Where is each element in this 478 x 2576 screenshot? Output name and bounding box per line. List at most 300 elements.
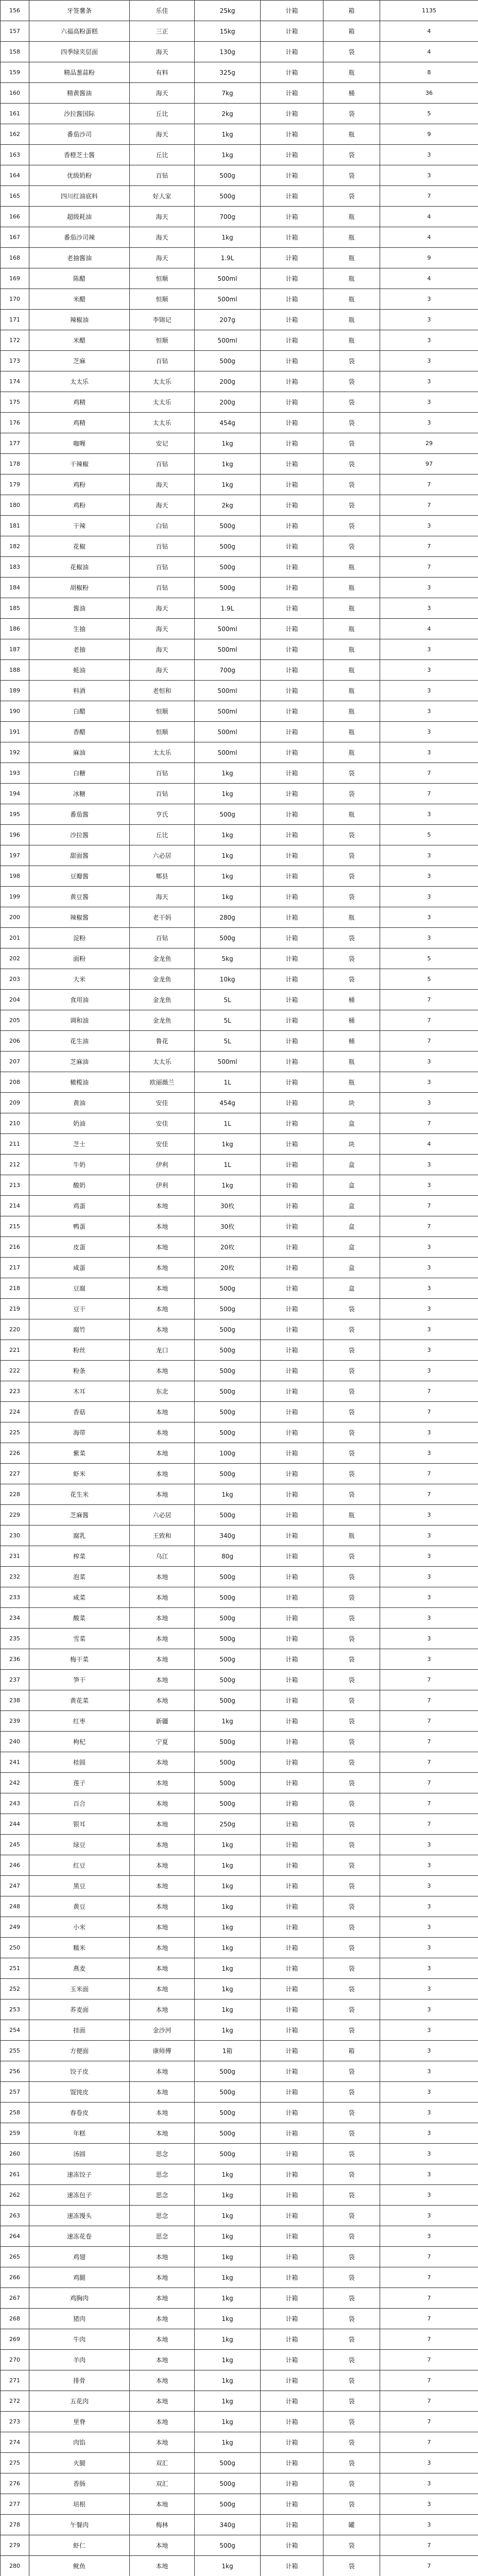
table-row [1,1464,478,1484]
spec-cell: 1kg [195,2412,261,2432]
row-index-cell: 188 [1,660,29,681]
billing-mode-cell: 计箱 [261,1175,323,1196]
spec-cell: 1kg [195,227,261,248]
spec-cell: 500ml [195,742,261,763]
brand-cell: 本地 [130,2082,195,2103]
quantity-cell: 36 [380,83,478,104]
table-row [1,2494,478,2515]
spec-cell: 500g [195,1381,261,1402]
row-index-cell: 225 [1,1422,29,1443]
row-index-cell: 214 [1,1196,29,1216]
unit-cell: 袋 [323,1938,380,1958]
row-index-cell: 213 [1,1175,29,1196]
brand-cell: 本地 [130,1690,195,1711]
brand-cell: 恒顺 [130,701,195,722]
spec-cell: 500g [195,536,261,557]
row-index-cell: 222 [1,1361,29,1381]
unit-cell: 袋 [323,2453,380,2473]
table-row [1,1938,478,1958]
table-row [1,969,478,990]
billing-mode-cell: 计箱 [261,639,323,660]
spec-cell: 1kg [195,845,261,866]
quantity-cell: 3 [380,1855,478,1876]
table-row [1,1752,478,1773]
brand-cell: 双汇 [130,2453,195,2473]
billing-mode-cell: 计箱 [261,1546,323,1567]
table-row [1,2206,478,2226]
spec-cell: 500g [195,2103,261,2123]
row-index-cell: 203 [1,969,29,990]
row-index-cell: 159 [1,62,29,83]
quantity-cell: 5 [380,104,478,124]
brand-cell: 李锦记 [130,310,195,330]
quantity-cell: 3 [380,371,478,392]
unit-cell: 瓶 [323,1052,380,1072]
spec-cell: 1kg [195,784,261,804]
quantity-cell: 7 [380,1732,478,1752]
quantity-cell: 7 [380,2247,478,2267]
quantity-cell: 3 [380,1443,478,1464]
product-name-cell: 糯米 [29,1938,130,1958]
row-index-cell: 168 [1,248,29,268]
quantity-cell: 3 [380,2226,478,2247]
quantity-cell: 3 [380,1340,478,1361]
brand-cell: 本地 [130,1196,195,1216]
billing-mode-cell: 计箱 [261,804,323,825]
product-name-cell: 酸菜 [29,1608,130,1629]
row-index-cell: 185 [1,598,29,619]
brand-cell: 百钻 [130,454,195,474]
unit-cell: 袋 [323,825,380,845]
row-index-cell: 210 [1,1113,29,1134]
spec-cell: 100g [195,1443,261,1464]
table-row [1,186,478,207]
table-row [1,1113,478,1134]
brand-cell: 本地 [130,1917,195,1938]
row-index-cell: 227 [1,1464,29,1484]
brand-cell: 本地 [130,2309,195,2329]
brand-cell: 东北 [130,1381,195,1402]
table-row [1,2432,478,2453]
brand-cell: 丘比 [130,145,195,165]
brand-cell: 本地 [130,2370,195,2391]
product-name-cell: 腐乳 [29,1526,130,1546]
billing-mode-cell: 计箱 [261,619,323,639]
brand-cell: 新疆 [130,1711,195,1732]
unit-cell: 袋 [323,1299,380,1319]
brand-cell: 三正 [130,21,195,42]
product-name-cell: 鸡精 [29,392,130,413]
quantity-cell: 7 [380,2412,478,2432]
row-index-cell: 212 [1,1155,29,1175]
brand-cell: 百钻 [130,763,195,784]
spec-cell: 500g [195,2473,261,2494]
table-row [1,1484,478,1505]
billing-mode-cell: 计箱 [261,2473,323,2494]
spec-cell: 500g [195,1319,261,1340]
row-index-cell: 231 [1,1546,29,1567]
row-index-cell: 200 [1,907,29,928]
spec-cell: 7kg [195,83,261,104]
product-name-cell: 速冻花卷 [29,2226,130,2247]
quantity-cell: 3 [380,1917,478,1938]
spec-cell: 500g [195,1340,261,1361]
spec-cell: 1kg [195,1711,261,1732]
brand-cell: 本地 [130,1422,195,1443]
quantity-cell: 3 [380,1072,478,1093]
quantity-cell: 7 [380,763,478,784]
unit-cell: 罐 [323,2515,380,2535]
spec-cell: 1.9L [195,598,261,619]
brand-cell: 本地 [130,1361,195,1381]
table-row [1,124,478,145]
quantity-cell: 3 [380,2123,478,2144]
product-name-cell: 蚝油 [29,660,130,681]
unit-cell: 袋 [323,1567,380,1587]
table-row [1,1793,478,1814]
brand-cell: 海天 [130,639,195,660]
billing-mode-cell: 计箱 [261,21,323,42]
quantity-cell: 7 [380,2288,478,2309]
table-row [1,1546,478,1567]
product-name-cell: 鸡粉 [29,474,130,495]
row-index-cell: 265 [1,2247,29,2267]
row-index-cell: 217 [1,1258,29,1278]
spec-cell: 1kg [195,1855,261,1876]
row-index-cell: 177 [1,433,29,454]
product-name-cell: 豆瓣酱 [29,866,130,887]
unit-cell: 袋 [323,413,380,433]
quantity-cell: 7 [380,186,478,207]
brand-cell: 海天 [130,474,195,495]
spec-cell: 1kg [195,1835,261,1855]
billing-mode-cell: 计箱 [261,1567,323,1587]
product-name-cell: 挂面 [29,2020,130,2041]
row-index-cell: 201 [1,928,29,948]
row-index-cell: 228 [1,1484,29,1505]
quantity-cell: 7 [380,990,478,1010]
spec-cell: 207g [195,310,261,330]
unit-cell: 瓶 [323,578,380,598]
table-row [1,2061,478,2082]
brand-cell: 本地 [130,1608,195,1629]
product-name-cell: 酱油 [29,598,130,619]
row-index-cell: 240 [1,1732,29,1752]
unit-cell: 袋 [323,1711,380,1732]
row-index-cell: 162 [1,124,29,145]
spec-cell: 500g [195,804,261,825]
unit-cell: 桶 [323,1031,380,1052]
product-name-cell: 五花肉 [29,2391,130,2412]
row-index-cell: 275 [1,2453,29,2473]
quantity-cell: 4 [380,268,478,289]
row-index-cell: 276 [1,2473,29,2494]
table-row [1,1052,478,1072]
table-row [1,268,478,289]
product-name-cell: 米醋 [29,330,130,351]
unit-cell: 袋 [323,2144,380,2164]
brand-cell: 太太乐 [130,371,195,392]
unit-cell: 袋 [323,1917,380,1938]
table-row [1,1237,478,1258]
unit-cell: 盒 [323,1196,380,1216]
billing-mode-cell: 计箱 [261,1422,323,1443]
product-name-cell: 精黄酱油 [29,83,130,104]
brand-cell: 安佳 [130,1093,195,1113]
table-row [1,825,478,845]
spec-cell: 500ml [195,681,261,701]
billing-mode-cell: 计箱 [261,1319,323,1340]
billing-mode-cell: 计箱 [261,1464,323,1484]
brand-cell: 本地 [130,2391,195,2412]
table-row [1,1093,478,1113]
billing-mode-cell: 计箱 [261,2206,323,2226]
quantity-cell: 7 [380,536,478,557]
table-row [1,310,478,330]
spec-cell: 1kg [195,124,261,145]
product-name-cell: 速冻饺子 [29,2164,130,2185]
quantity-cell: 3 [380,1835,478,1855]
brand-cell: 本地 [130,1649,195,1670]
spec-cell: 2kg [195,104,261,124]
quantity-cell: 7 [380,1690,478,1711]
unit-cell: 袋 [323,2061,380,2082]
product-name-cell: 调和油 [29,1010,130,1031]
spec-cell: 1kg [195,2226,261,2247]
quantity-cell: 3 [380,413,478,433]
unit-cell: 袋 [323,969,380,990]
spec-cell: 1kg [195,2370,261,2391]
product-name-cell: 羊肉 [29,2350,130,2370]
table-row [1,1422,478,1443]
billing-mode-cell: 计箱 [261,1484,323,1505]
quantity-cell: 3 [380,1567,478,1587]
quantity-cell: 3 [380,1546,478,1567]
row-index-cell: 167 [1,227,29,248]
table-row [1,1278,478,1299]
product-name-cell: 沙拉酱 [29,825,130,845]
brand-cell: 本地 [130,1216,195,1237]
unit-cell: 盒 [323,1258,380,1278]
product-name-cell: 鸡精 [29,413,130,433]
product-name-cell: 豆干 [29,1299,130,1319]
spec-cell: 500g [195,557,261,578]
spec-cell: 5L [195,1010,261,1031]
product-name-cell: 芝麻 [29,351,130,371]
billing-mode-cell: 计箱 [261,557,323,578]
billing-mode-cell: 计箱 [261,1402,323,1422]
billing-mode-cell: 计箱 [261,1793,323,1814]
brand-cell: 海天 [130,42,195,62]
brand-cell: 太太乐 [130,742,195,763]
unit-cell: 块 [323,1093,380,1113]
unit-cell: 袋 [323,2370,380,2391]
unit-cell: 袋 [323,433,380,454]
row-index-cell: 218 [1,1278,29,1299]
billing-mode-cell: 计箱 [261,1505,323,1526]
spec-cell: 200g [195,392,261,413]
table-row [1,1670,478,1690]
product-name-cell: 咖喱 [29,433,130,454]
brand-cell: 太太乐 [130,413,195,433]
table-row [1,2515,478,2535]
brand-cell: 好人家 [130,186,195,207]
brand-cell: 百钻 [130,557,195,578]
row-index-cell: 190 [1,701,29,722]
unit-cell: 袋 [323,784,380,804]
billing-mode-cell: 计箱 [261,722,323,742]
unit-cell: 袋 [323,1484,380,1505]
quantity-cell: 7 [380,2267,478,2288]
unit-cell: 袋 [323,474,380,495]
product-name-cell: 春卷皮 [29,2103,130,2123]
unit-cell: 瓶 [323,330,380,351]
quantity-cell: 3 [380,2061,478,2082]
table-row [1,62,478,83]
billing-mode-cell: 计箱 [261,1113,323,1134]
product-name-cell: 黄油 [29,1093,130,1113]
unit-cell: 瓶 [323,701,380,722]
quantity-cell: 3 [380,639,478,660]
table-row [1,207,478,227]
quantity-cell: 3 [380,1608,478,1629]
unit-cell: 袋 [323,2226,380,2247]
billing-mode-cell: 计箱 [261,1526,323,1546]
brand-cell: 金龙鱼 [130,990,195,1010]
quantity-cell: 7 [380,1752,478,1773]
product-name-cell: 芝麻酱 [29,1505,130,1526]
product-name-cell: 黑豆 [29,1876,130,1896]
spec-cell: 5kg [195,948,261,969]
billing-mode-cell: 计箱 [261,1196,323,1216]
spec-cell: 500g [195,1505,261,1526]
quantity-cell: 7 [380,474,478,495]
billing-mode-cell: 计箱 [261,1670,323,1690]
row-index-cell: 221 [1,1340,29,1361]
row-index-cell: 254 [1,2020,29,2041]
quantity-cell: 3 [380,1629,478,1649]
quantity-cell: 3 [380,145,478,165]
quantity-cell: 3 [380,928,478,948]
brand-cell: 本地 [130,1464,195,1484]
spec-cell: 500g [195,1690,261,1711]
product-name-cell: 米醋 [29,289,130,310]
quantity-cell: 1135 [380,1,478,21]
row-index-cell: 175 [1,392,29,413]
quantity-cell: 3 [380,804,478,825]
unit-cell: 袋 [323,2350,380,2370]
brand-cell: 乐佳 [130,1,195,21]
brand-cell: 本地 [130,2267,195,2288]
unit-cell: 袋 [323,887,380,907]
brand-cell: 百钻 [130,578,195,598]
table-row [1,1526,478,1546]
table-row [1,2185,478,2206]
table-row [1,1917,478,1938]
unit-cell: 瓶 [323,227,380,248]
row-index-cell: 272 [1,2391,29,2412]
quantity-cell: 3 [380,1319,478,1340]
billing-mode-cell: 计箱 [261,1278,323,1299]
product-name-cell: 虾仁 [29,2535,130,2556]
product-name-cell: 牛奶 [29,1155,130,1175]
spec-cell: 500g [195,2535,261,2556]
quantity-cell: 3 [380,866,478,887]
unit-cell: 袋 [323,845,380,866]
unit-cell: 袋 [323,104,380,124]
table-row [1,948,478,969]
row-index-cell: 267 [1,2288,29,2309]
spec-cell: 1kg [195,2206,261,2226]
brand-cell: 本地 [130,2432,195,2453]
row-index-cell: 257 [1,2082,29,2103]
table-row [1,1,478,21]
product-name-cell: 燕麦 [29,1958,130,1979]
quantity-cell: 7 [380,1670,478,1690]
quantity-cell: 3 [380,2515,478,2535]
unit-cell: 袋 [323,1361,380,1381]
unit-cell: 袋 [323,454,380,474]
brand-cell: 鲁花 [130,1031,195,1052]
row-index-cell: 232 [1,1567,29,1587]
billing-mode-cell: 计箱 [261,928,323,948]
unit-cell: 箱 [323,2041,380,2061]
quantity-cell: 29 [380,433,478,454]
quantity-cell: 3 [380,1938,478,1958]
table-row [1,474,478,495]
brand-cell: 恒顺 [130,268,195,289]
table-row [1,1031,478,1052]
spec-cell: 1kg [195,825,261,845]
row-index-cell: 209 [1,1093,29,1113]
quantity-cell: 7 [380,2350,478,2370]
row-index-cell: 206 [1,1031,29,1052]
product-name-cell: 甜面酱 [29,845,130,866]
unit-cell: 袋 [323,2288,380,2309]
table-row [1,1999,478,2020]
brand-cell: 老干妈 [130,907,195,928]
row-index-cell: 226 [1,1443,29,1464]
spec-cell: 500g [195,1422,261,1443]
table-row [1,1958,478,1979]
table-row [1,2453,478,2473]
unit-cell: 袋 [323,2329,380,2350]
spec-cell: 1kg [195,1134,261,1155]
spec-cell: 500ml [195,619,261,639]
table-row [1,248,478,268]
spec-cell: 1kg [195,887,261,907]
row-index-cell: 164 [1,165,29,186]
billing-mode-cell: 计箱 [261,330,323,351]
billing-mode-cell: 计箱 [261,248,323,268]
row-index-cell: 187 [1,639,29,660]
billing-mode-cell: 计箱 [261,1690,323,1711]
row-index-cell: 278 [1,2515,29,2535]
brand-cell: 金龙鱼 [130,1010,195,1031]
quantity-cell: 7 [380,1216,478,1237]
brand-cell: 宁夏 [130,1732,195,1752]
spec-cell: 130g [195,42,261,62]
quantity-cell: 3 [380,330,478,351]
billing-mode-cell: 计箱 [261,1876,323,1896]
quantity-cell: 7 [380,1196,478,1216]
unit-cell: 袋 [323,2535,380,2556]
spec-cell: 500g [195,1649,261,1670]
product-name-cell: 速冻包子 [29,2185,130,2206]
billing-mode-cell: 计箱 [261,207,323,227]
table-row [1,1979,478,1999]
billing-mode-cell: 计箱 [261,454,323,474]
